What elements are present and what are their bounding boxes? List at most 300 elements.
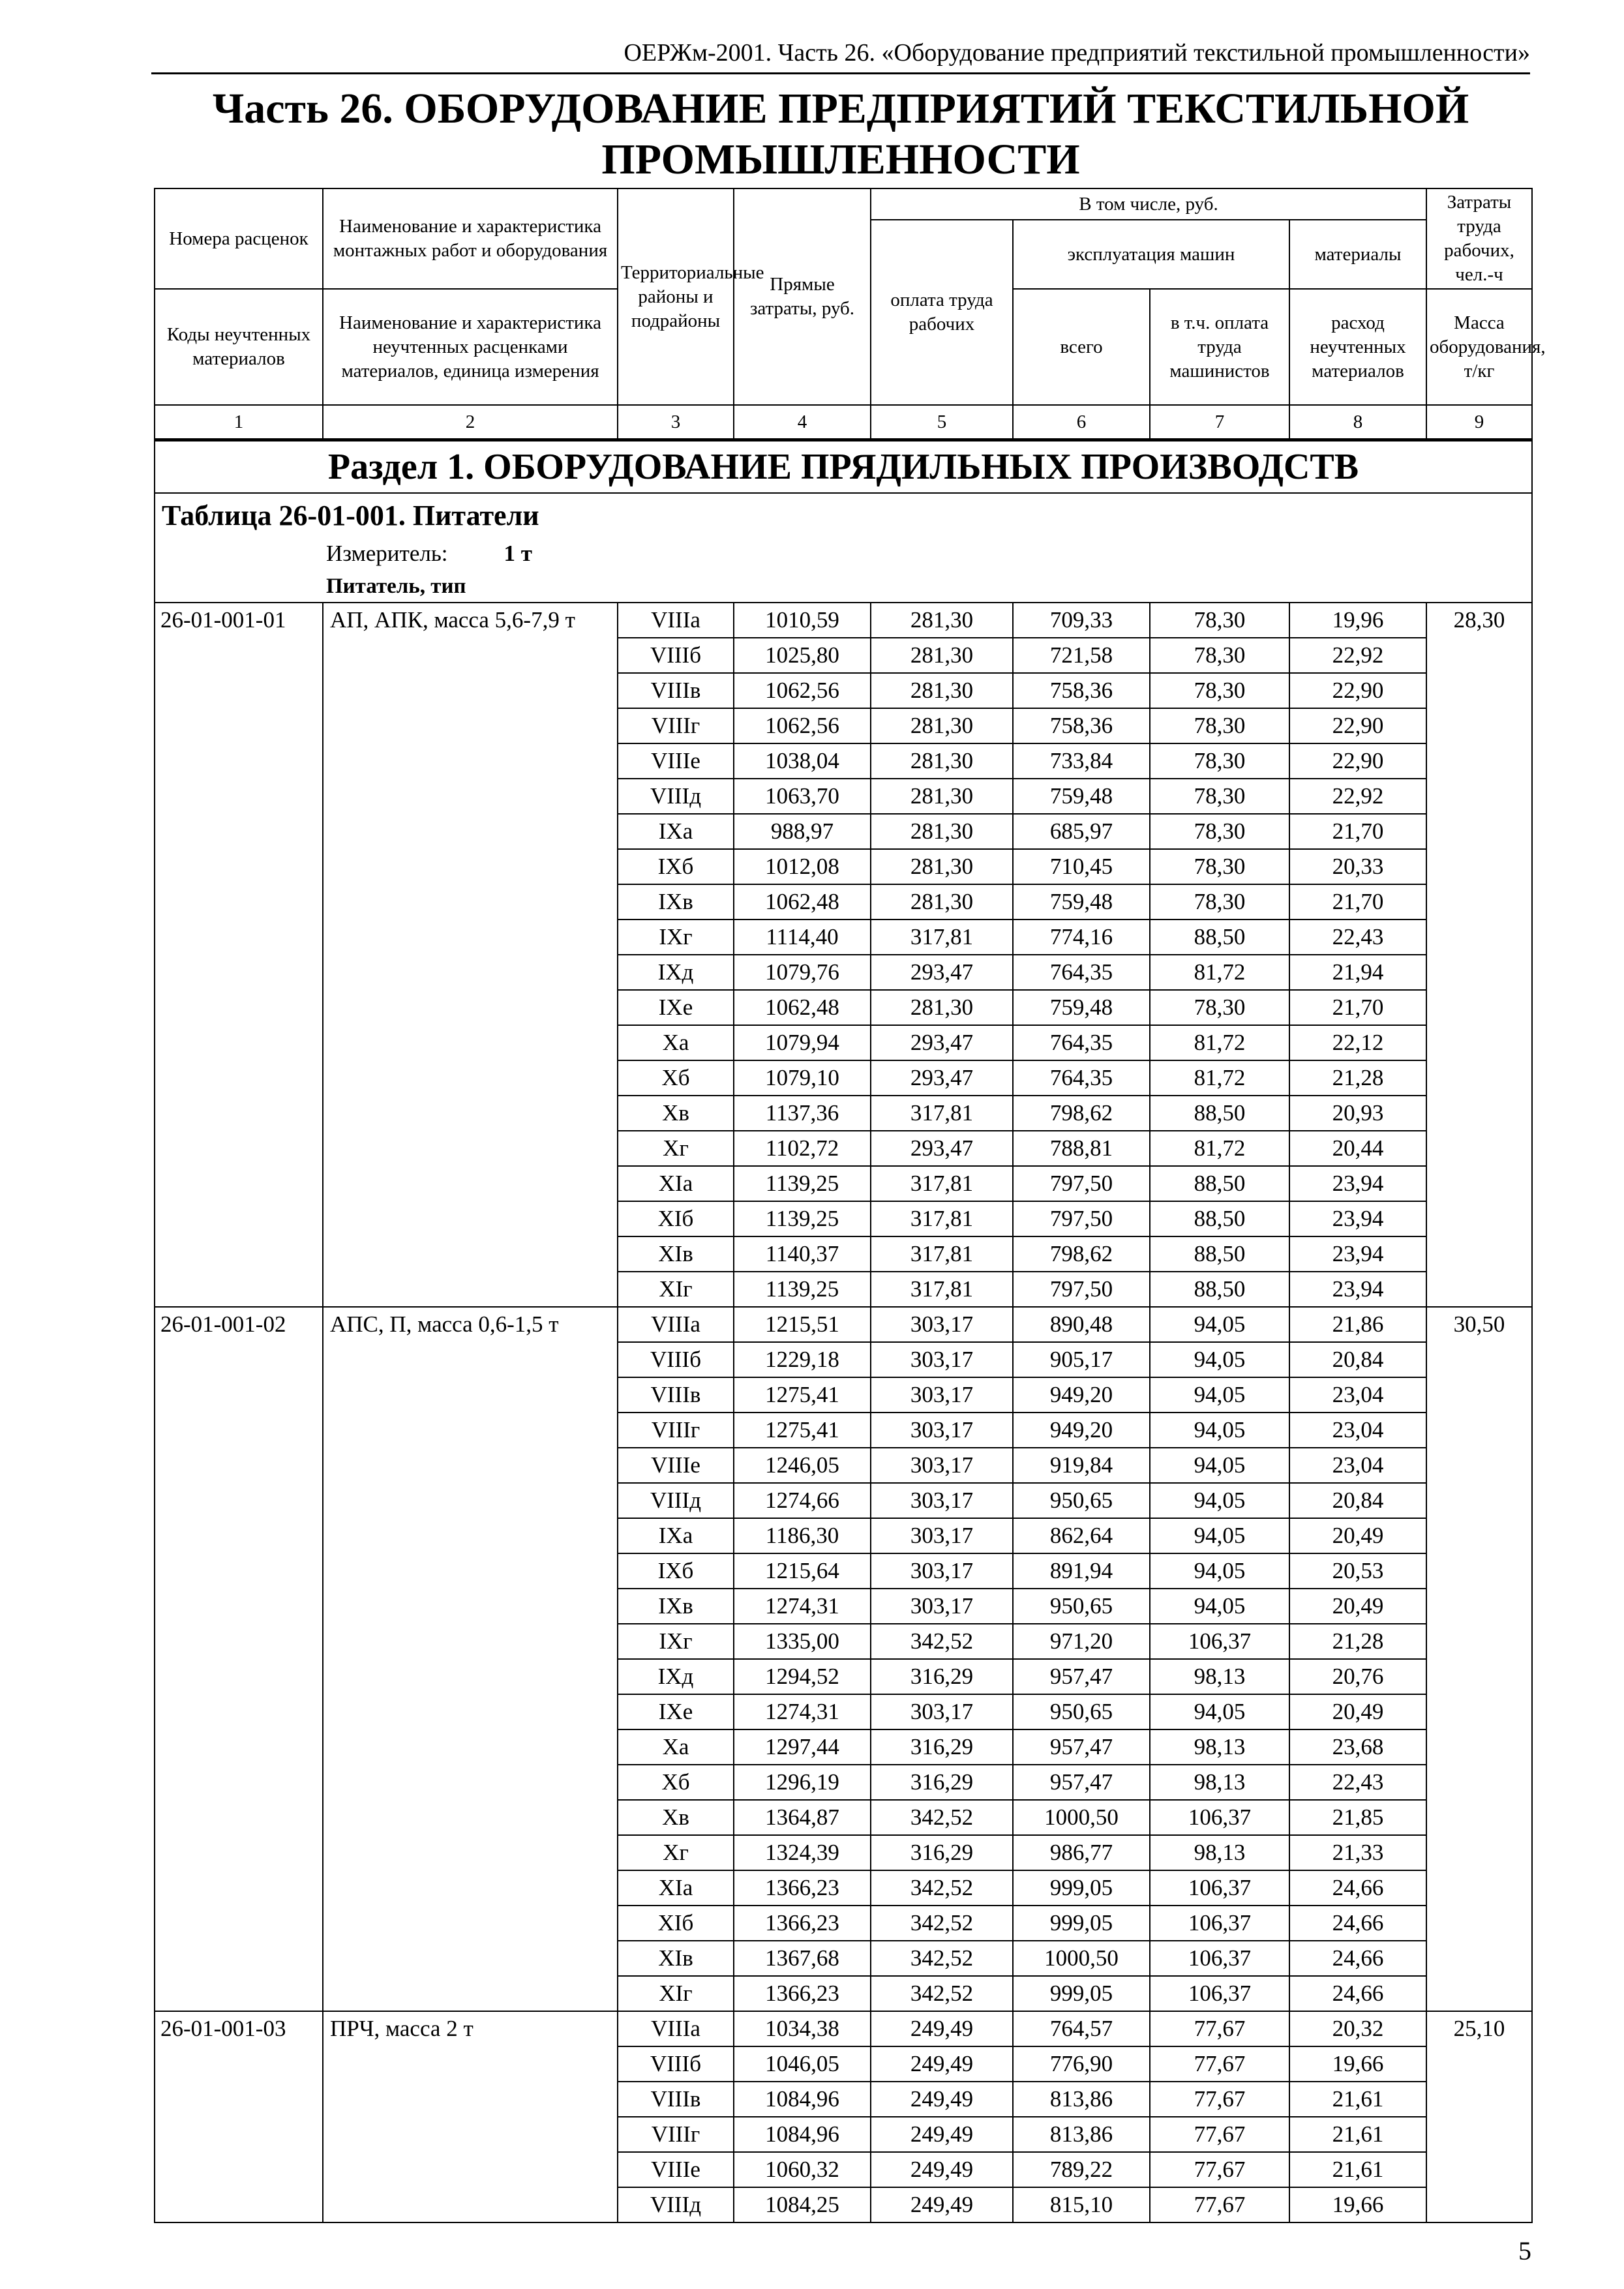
direct-costs-cell: 1084,96 (734, 2082, 871, 2117)
rate-code (155, 990, 323, 1025)
table-row (155, 2117, 1532, 2152)
header-equipment-mass: Масса оборудования, т/кг (1426, 289, 1532, 405)
machines-total-cell: 798,62 (1013, 1096, 1150, 1131)
machinist-pay-cell: 77,67 (1150, 2011, 1289, 2046)
direct-costs-cell: 1062,56 (734, 673, 871, 708)
territory-cell: IXе (618, 1694, 734, 1729)
machinist-pay-cell: 77,67 (1150, 2082, 1289, 2117)
labor-costs (1426, 1835, 1532, 1870)
labor-costs (1426, 920, 1532, 955)
territory-cell: Xб (618, 1765, 734, 1800)
table-row (155, 2011, 1532, 2046)
labor-costs (1426, 1413, 1532, 1448)
machines-total-cell: 950,65 (1013, 1483, 1150, 1518)
worker-pay-cell: 342,52 (871, 1906, 1013, 1941)
direct-costs-cell: 1294,52 (734, 1659, 871, 1694)
column-number: 8 (1289, 405, 1426, 440)
territory-cell: XIб (618, 1906, 734, 1941)
direct-costs-cell: 1034,38 (734, 2011, 871, 2046)
work-name (323, 955, 618, 990)
labor-costs (1426, 1236, 1532, 1272)
direct-costs-cell: 1364,87 (734, 1800, 871, 1835)
rate-code (155, 1518, 323, 1553)
territory-cell: Xг (618, 1835, 734, 1870)
machinist-pay-cell: 94,05 (1150, 1342, 1289, 1377)
rate-code (155, 1413, 323, 1448)
machines-total-cell: 813,86 (1013, 2082, 1150, 2117)
work-name (323, 1765, 618, 1800)
direct-costs-cell: 1139,25 (734, 1272, 871, 1307)
worker-pay-cell: 303,17 (871, 1307, 1013, 1342)
territory-cell: IXв (618, 884, 734, 920)
work-name (323, 2082, 618, 2117)
materials-cell: 22,90 (1289, 673, 1426, 708)
materials-cell: 20,49 (1289, 1694, 1426, 1729)
machinist-pay-cell: 94,05 (1150, 1377, 1289, 1413)
table-row (155, 1589, 1532, 1624)
materials-cell: 24,66 (1289, 1941, 1426, 1976)
worker-pay-cell: 281,30 (871, 673, 1013, 708)
rate-code (155, 2187, 323, 2222)
table-row (155, 1060, 1532, 1096)
header-machines-total: всего (1013, 289, 1150, 405)
table-row (155, 2082, 1532, 2117)
territory-cell: Xа (618, 1729, 734, 1765)
direct-costs-cell: 1046,05 (734, 2046, 871, 2082)
territory-cell: VIIIв (618, 1377, 734, 1413)
direct-costs-cell: 1229,18 (734, 1342, 871, 1377)
worker-pay-cell: 317,81 (871, 1272, 1013, 1307)
materials-cell: 24,66 (1289, 1870, 1426, 1906)
direct-costs-cell: 1010,59 (734, 603, 871, 638)
rate-code (155, 1201, 323, 1236)
header-material-codes: Коды неучтенных материалов (155, 289, 323, 405)
column-number: 9 (1426, 405, 1532, 440)
worker-pay-cell: 281,30 (871, 603, 1013, 638)
labor-costs (1426, 1976, 1532, 2011)
territory-cell: XIг (618, 1272, 734, 1307)
table-row (155, 1694, 1532, 1729)
work-name (323, 990, 618, 1025)
table-row (155, 1342, 1532, 1377)
work-name (323, 1589, 618, 1624)
materials-cell: 22,43 (1289, 1765, 1426, 1800)
table-row (155, 849, 1532, 884)
work-name: ПРЧ, масса 2 т (323, 2011, 618, 2046)
labor-costs (1426, 708, 1532, 743)
territory-cell: IXе (618, 990, 734, 1025)
machines-total-cell: 758,36 (1013, 708, 1150, 743)
header-rate-numbers: Номера расценок (155, 188, 323, 289)
machines-total-cell: 764,35 (1013, 955, 1150, 990)
rate-code (155, 1659, 323, 1694)
territory-cell: XIа (618, 1166, 734, 1201)
territory-cell: VIIIб (618, 638, 734, 673)
work-name: АПС, П, масса 0,6-1,5 т (323, 1307, 618, 1342)
direct-costs-cell: 1137,36 (734, 1096, 871, 1131)
labor-costs (1426, 1377, 1532, 1413)
table-row (155, 1835, 1532, 1870)
rate-code (155, 814, 323, 849)
materials-cell: 21,70 (1289, 814, 1426, 849)
worker-pay-cell: 281,30 (871, 849, 1013, 884)
territory-cell: VIIIа (618, 1307, 734, 1342)
machinist-pay-cell: 78,30 (1150, 673, 1289, 708)
machinist-pay-cell: 88,50 (1150, 1236, 1289, 1272)
materials-cell: 20,49 (1289, 1518, 1426, 1553)
labor-costs (1426, 1272, 1532, 1307)
direct-costs-cell: 1079,94 (734, 1025, 871, 1060)
machinist-pay-cell: 81,72 (1150, 1025, 1289, 1060)
machinist-pay-cell: 88,50 (1150, 1272, 1289, 1307)
work-name (323, 1553, 618, 1589)
worker-pay-cell: 303,17 (871, 1518, 1013, 1553)
table-row (155, 920, 1532, 955)
machinist-pay-cell: 94,05 (1150, 1589, 1289, 1624)
work-name (323, 2046, 618, 2082)
direct-costs-cell: 1275,41 (734, 1377, 871, 1413)
materials-cell: 21,28 (1289, 1060, 1426, 1096)
worker-pay-cell: 293,47 (871, 1131, 1013, 1166)
rate-code (155, 1976, 323, 2011)
labor-costs: 25,10 (1426, 2011, 1532, 2046)
worker-pay-cell: 316,29 (871, 1835, 1013, 1870)
worker-pay-cell: 316,29 (871, 1765, 1013, 1800)
header-material-names: Наименование и характеристика неучтенных расценками материалов, единица измерения (323, 289, 618, 405)
work-name (323, 2187, 618, 2222)
machines-total-cell: 957,47 (1013, 1729, 1150, 1765)
column-number: 5 (871, 405, 1013, 440)
worker-pay-cell: 281,30 (871, 814, 1013, 849)
territory-cell: Xг (618, 1131, 734, 1166)
materials-cell: 19,66 (1289, 2187, 1426, 2222)
worker-pay-cell: 303,17 (871, 1377, 1013, 1413)
territory-cell: XIб (618, 1201, 734, 1236)
labor-costs (1426, 849, 1532, 884)
machines-total-cell: 797,50 (1013, 1201, 1150, 1236)
rate-code (155, 1729, 323, 1765)
rates-table (154, 188, 1546, 2223)
machines-total-cell: 721,58 (1013, 638, 1150, 673)
direct-costs-cell: 1114,40 (734, 920, 871, 955)
rate-code (155, 638, 323, 673)
territory-cell: VIIIг (618, 708, 734, 743)
work-name (323, 920, 618, 955)
materials-cell: 22,90 (1289, 743, 1426, 779)
direct-costs-cell: 1274,66 (734, 1483, 871, 1518)
column-number: 2 (323, 405, 618, 440)
machines-total-cell: 685,97 (1013, 814, 1150, 849)
materials-cell: 23,04 (1289, 1377, 1426, 1413)
machines-total-cell: 759,48 (1013, 884, 1150, 920)
machines-total-cell: 764,57 (1013, 2011, 1150, 2046)
rate-code (155, 1131, 323, 1166)
direct-costs-cell: 1060,32 (734, 2152, 871, 2187)
materials-cell: 20,84 (1289, 1483, 1426, 1518)
machines-total-cell: 862,64 (1013, 1518, 1150, 1553)
rate-code (155, 1906, 323, 1941)
table-row (155, 1236, 1532, 1272)
table-row (155, 1201, 1532, 1236)
worker-pay-cell: 281,30 (871, 708, 1013, 743)
labor-costs (1426, 2082, 1532, 2117)
header-worker-pay: оплата труда рабочих (871, 220, 1013, 405)
materials-cell: 20,53 (1289, 1553, 1426, 1589)
machinist-pay-cell: 98,13 (1150, 1765, 1289, 1800)
labor-costs (1426, 1201, 1532, 1236)
table-row (155, 1870, 1532, 1906)
territory-cell: VIIIв (618, 2082, 734, 2117)
machinist-pay-cell: 106,37 (1150, 1906, 1289, 1941)
rate-code (155, 1870, 323, 1906)
work-name (323, 2152, 618, 2187)
column-number: 7 (1150, 405, 1289, 440)
labor-costs (1426, 884, 1532, 920)
table-row (155, 1025, 1532, 1060)
direct-costs-cell: 1366,23 (734, 1976, 871, 2011)
worker-pay-cell: 303,17 (871, 1694, 1013, 1729)
rate-code (155, 673, 323, 708)
machinist-pay-cell: 94,05 (1150, 1694, 1289, 1729)
table-row (155, 779, 1532, 814)
work-name (323, 673, 618, 708)
labor-costs (1426, 1025, 1532, 1060)
labor-costs (1426, 2046, 1532, 2082)
work-name (323, 1483, 618, 1518)
labor-costs (1426, 1553, 1532, 1589)
work-name (323, 1236, 618, 1272)
machinist-pay-cell: 81,72 (1150, 955, 1289, 990)
table-row (155, 1448, 1532, 1483)
machines-total-cell: 999,05 (1013, 1976, 1150, 2011)
direct-costs-cell: 1186,30 (734, 1518, 871, 1553)
machines-total-cell: 1000,50 (1013, 1941, 1150, 1976)
machines-total-cell: 986,77 (1013, 1835, 1150, 1870)
rate-code (155, 1448, 323, 1483)
territory-cell: XIг (618, 1976, 734, 2011)
direct-costs-cell: 1367,68 (734, 1941, 871, 1976)
materials-cell: 21,61 (1289, 2117, 1426, 2152)
table-row (155, 1307, 1532, 1342)
machines-total-cell: 797,50 (1013, 1166, 1150, 1201)
machinist-pay-cell: 106,37 (1150, 1800, 1289, 1835)
table-row (155, 638, 1532, 673)
table-row (155, 1518, 1532, 1553)
worker-pay-cell: 281,30 (871, 743, 1013, 779)
materials-cell: 20,76 (1289, 1659, 1426, 1694)
machinist-pay-cell: 78,30 (1150, 814, 1289, 849)
direct-costs-cell: 1335,00 (734, 1624, 871, 1659)
machines-total-cell: 759,48 (1013, 779, 1150, 814)
territory-cell: IXа (618, 814, 734, 849)
table-row (155, 1976, 1532, 2011)
header-materials: материалы (1289, 220, 1426, 289)
labor-costs (1426, 2187, 1532, 2222)
table-row (155, 1483, 1532, 1518)
territory-cell: VIIIд (618, 2187, 734, 2222)
machinist-pay-cell: 98,13 (1150, 1659, 1289, 1694)
territory-cell: VIIIв (618, 673, 734, 708)
labor-costs (1426, 1624, 1532, 1659)
labor-costs (1426, 2117, 1532, 2152)
machinist-pay-cell: 94,05 (1150, 1307, 1289, 1342)
machines-total-cell: 957,47 (1013, 1765, 1150, 1800)
column-number: 4 (734, 405, 871, 440)
direct-costs-cell: 1102,72 (734, 1131, 871, 1166)
direct-costs-cell: 1038,04 (734, 743, 871, 779)
direct-costs-cell: 1079,76 (734, 955, 871, 990)
direct-costs-cell: 1215,51 (734, 1307, 871, 1342)
territory-cell: VIIIа (618, 603, 734, 638)
materials-cell: 21,61 (1289, 2152, 1426, 2187)
direct-costs-cell: 1140,37 (734, 1236, 871, 1272)
materials-cell: 23,04 (1289, 1413, 1426, 1448)
work-name (323, 1201, 618, 1236)
territory-cell: IXд (618, 1659, 734, 1694)
labor-costs (1426, 638, 1532, 673)
labor-costs (1426, 1483, 1532, 1518)
machines-total-cell: 949,20 (1013, 1377, 1150, 1413)
labor-costs (1426, 1518, 1532, 1553)
labor-costs (1426, 1870, 1532, 1906)
rate-code (155, 1553, 323, 1589)
materials-cell: 20,33 (1289, 849, 1426, 884)
table-row (155, 1624, 1532, 1659)
machinist-pay-cell: 77,67 (1150, 2152, 1289, 2187)
materials-cell: 20,32 (1289, 2011, 1426, 2046)
materials-cell: 20,84 (1289, 1342, 1426, 1377)
table-row (155, 1659, 1532, 1694)
materials-cell: 20,44 (1289, 1131, 1426, 1166)
labor-costs (1426, 1659, 1532, 1694)
table-row (155, 990, 1532, 1025)
territory-cell: IXа (618, 1518, 734, 1553)
rate-code: 26-01-001-02 (155, 1307, 323, 1342)
machinist-pay-cell: 78,30 (1150, 990, 1289, 1025)
worker-pay-cell: 281,30 (871, 884, 1013, 920)
machinist-pay-cell: 94,05 (1150, 1448, 1289, 1483)
direct-costs-cell: 988,97 (734, 814, 871, 849)
work-name (323, 1659, 618, 1694)
worker-pay-cell: 316,29 (871, 1729, 1013, 1765)
worker-pay-cell: 342,52 (871, 1800, 1013, 1835)
worker-pay-cell: 303,17 (871, 1553, 1013, 1589)
direct-costs-cell: 1324,39 (734, 1835, 871, 1870)
work-name (323, 1835, 618, 1870)
direct-costs-cell: 1062,48 (734, 884, 871, 920)
machinist-pay-cell: 106,37 (1150, 1976, 1289, 2011)
rate-code (155, 2152, 323, 2187)
machines-total-cell: 710,45 (1013, 849, 1150, 884)
territory-cell: VIIIе (618, 1448, 734, 1483)
materials-cell: 23,04 (1289, 1448, 1426, 1483)
materials-cell: 23,94 (1289, 1201, 1426, 1236)
table-row (155, 1553, 1532, 1589)
page-number: 5 (1518, 2236, 1531, 2266)
machinist-pay-cell: 81,72 (1150, 1060, 1289, 1096)
worker-pay-cell: 303,17 (871, 1413, 1013, 1448)
worker-pay-cell: 303,17 (871, 1589, 1013, 1624)
machinist-pay-cell: 94,05 (1150, 1553, 1289, 1589)
direct-costs-cell: 1297,44 (734, 1729, 871, 1765)
labor-costs (1426, 955, 1532, 990)
work-name (323, 1694, 618, 1729)
machines-total-cell: 905,17 (1013, 1342, 1150, 1377)
rate-code (155, 1800, 323, 1835)
header-machinist-pay: в т.ч. оплата труда машинистов (1150, 289, 1289, 405)
machines-total-cell: 815,10 (1013, 2187, 1150, 2222)
machines-total-cell: 709,33 (1013, 603, 1150, 638)
worker-pay-cell: 342,52 (871, 1941, 1013, 1976)
part-title: Часть 26. ОБОРУДОВАНИЕ ПРЕДПРИЯТИЙ ТЕКСТИЛЬНОЙ ПРОМЫШЛЕННОСТИ (212, 85, 1469, 183)
materials-cell: 21,85 (1289, 1800, 1426, 1835)
worker-pay-cell: 317,81 (871, 1236, 1013, 1272)
table-body (155, 603, 1532, 2222)
materials-cell: 22,12 (1289, 1025, 1426, 1060)
materials-cell: 23,94 (1289, 1272, 1426, 1307)
machinist-pay-cell: 78,30 (1150, 743, 1289, 779)
direct-costs-cell: 1084,25 (734, 2187, 871, 2222)
materials-cell: 22,43 (1289, 920, 1426, 955)
materials-cell: 22,92 (1289, 779, 1426, 814)
rate-code: 26-01-001-01 (155, 603, 323, 638)
labor-costs (1426, 673, 1532, 708)
work-name (323, 1729, 618, 1765)
direct-costs-cell: 1079,10 (734, 1060, 871, 1096)
rate-code (155, 1941, 323, 1976)
territory-cell: VIIIг (618, 1413, 734, 1448)
table-row (155, 2046, 1532, 2082)
header-territory: Территориальные районы и подрайоны (618, 188, 734, 405)
machinist-pay-cell: 78,30 (1150, 779, 1289, 814)
labor-costs (1426, 1096, 1532, 1131)
rate-code (155, 1589, 323, 1624)
rate-code (155, 1835, 323, 1870)
table-row (155, 1272, 1532, 1307)
materials-cell: 23,94 (1289, 1166, 1426, 1201)
machinist-pay-cell: 81,72 (1150, 1131, 1289, 1166)
machines-total-cell: 957,47 (1013, 1659, 1150, 1694)
materials-cell: 19,96 (1289, 603, 1426, 638)
subheading: Питатель, тип (155, 571, 1532, 603)
machinist-pay-cell: 77,67 (1150, 2046, 1289, 2082)
machinist-pay-cell: 98,13 (1150, 1729, 1289, 1765)
direct-costs-cell: 1274,31 (734, 1589, 871, 1624)
machines-total-cell: 891,94 (1013, 1553, 1150, 1589)
machinist-pay-cell: 88,50 (1150, 1096, 1289, 1131)
table-row (155, 1941, 1532, 1976)
materials-cell: 19,66 (1289, 2046, 1426, 2082)
machines-total-cell: 764,35 (1013, 1025, 1150, 1060)
rate-code (155, 1342, 323, 1377)
materials-cell: 20,49 (1289, 1589, 1426, 1624)
labor-costs (1426, 743, 1532, 779)
territory-cell: Xб (618, 1060, 734, 1096)
territory-cell: IXб (618, 849, 734, 884)
machinist-pay-cell: 98,13 (1150, 1835, 1289, 1870)
work-name (323, 884, 618, 920)
machines-total-cell: 890,48 (1013, 1307, 1150, 1342)
header-material-consumption: расход неучтенных материалов (1289, 289, 1426, 405)
worker-pay-cell: 293,47 (871, 1025, 1013, 1060)
territory-cell: VIIIг (618, 2117, 734, 2152)
machines-total-cell: 759,48 (1013, 990, 1150, 1025)
labor-costs (1426, 814, 1532, 849)
table-row (155, 1765, 1532, 1800)
labor-costs: 30,50 (1426, 1307, 1532, 1342)
work-name (323, 1906, 618, 1941)
table-row (155, 814, 1532, 849)
